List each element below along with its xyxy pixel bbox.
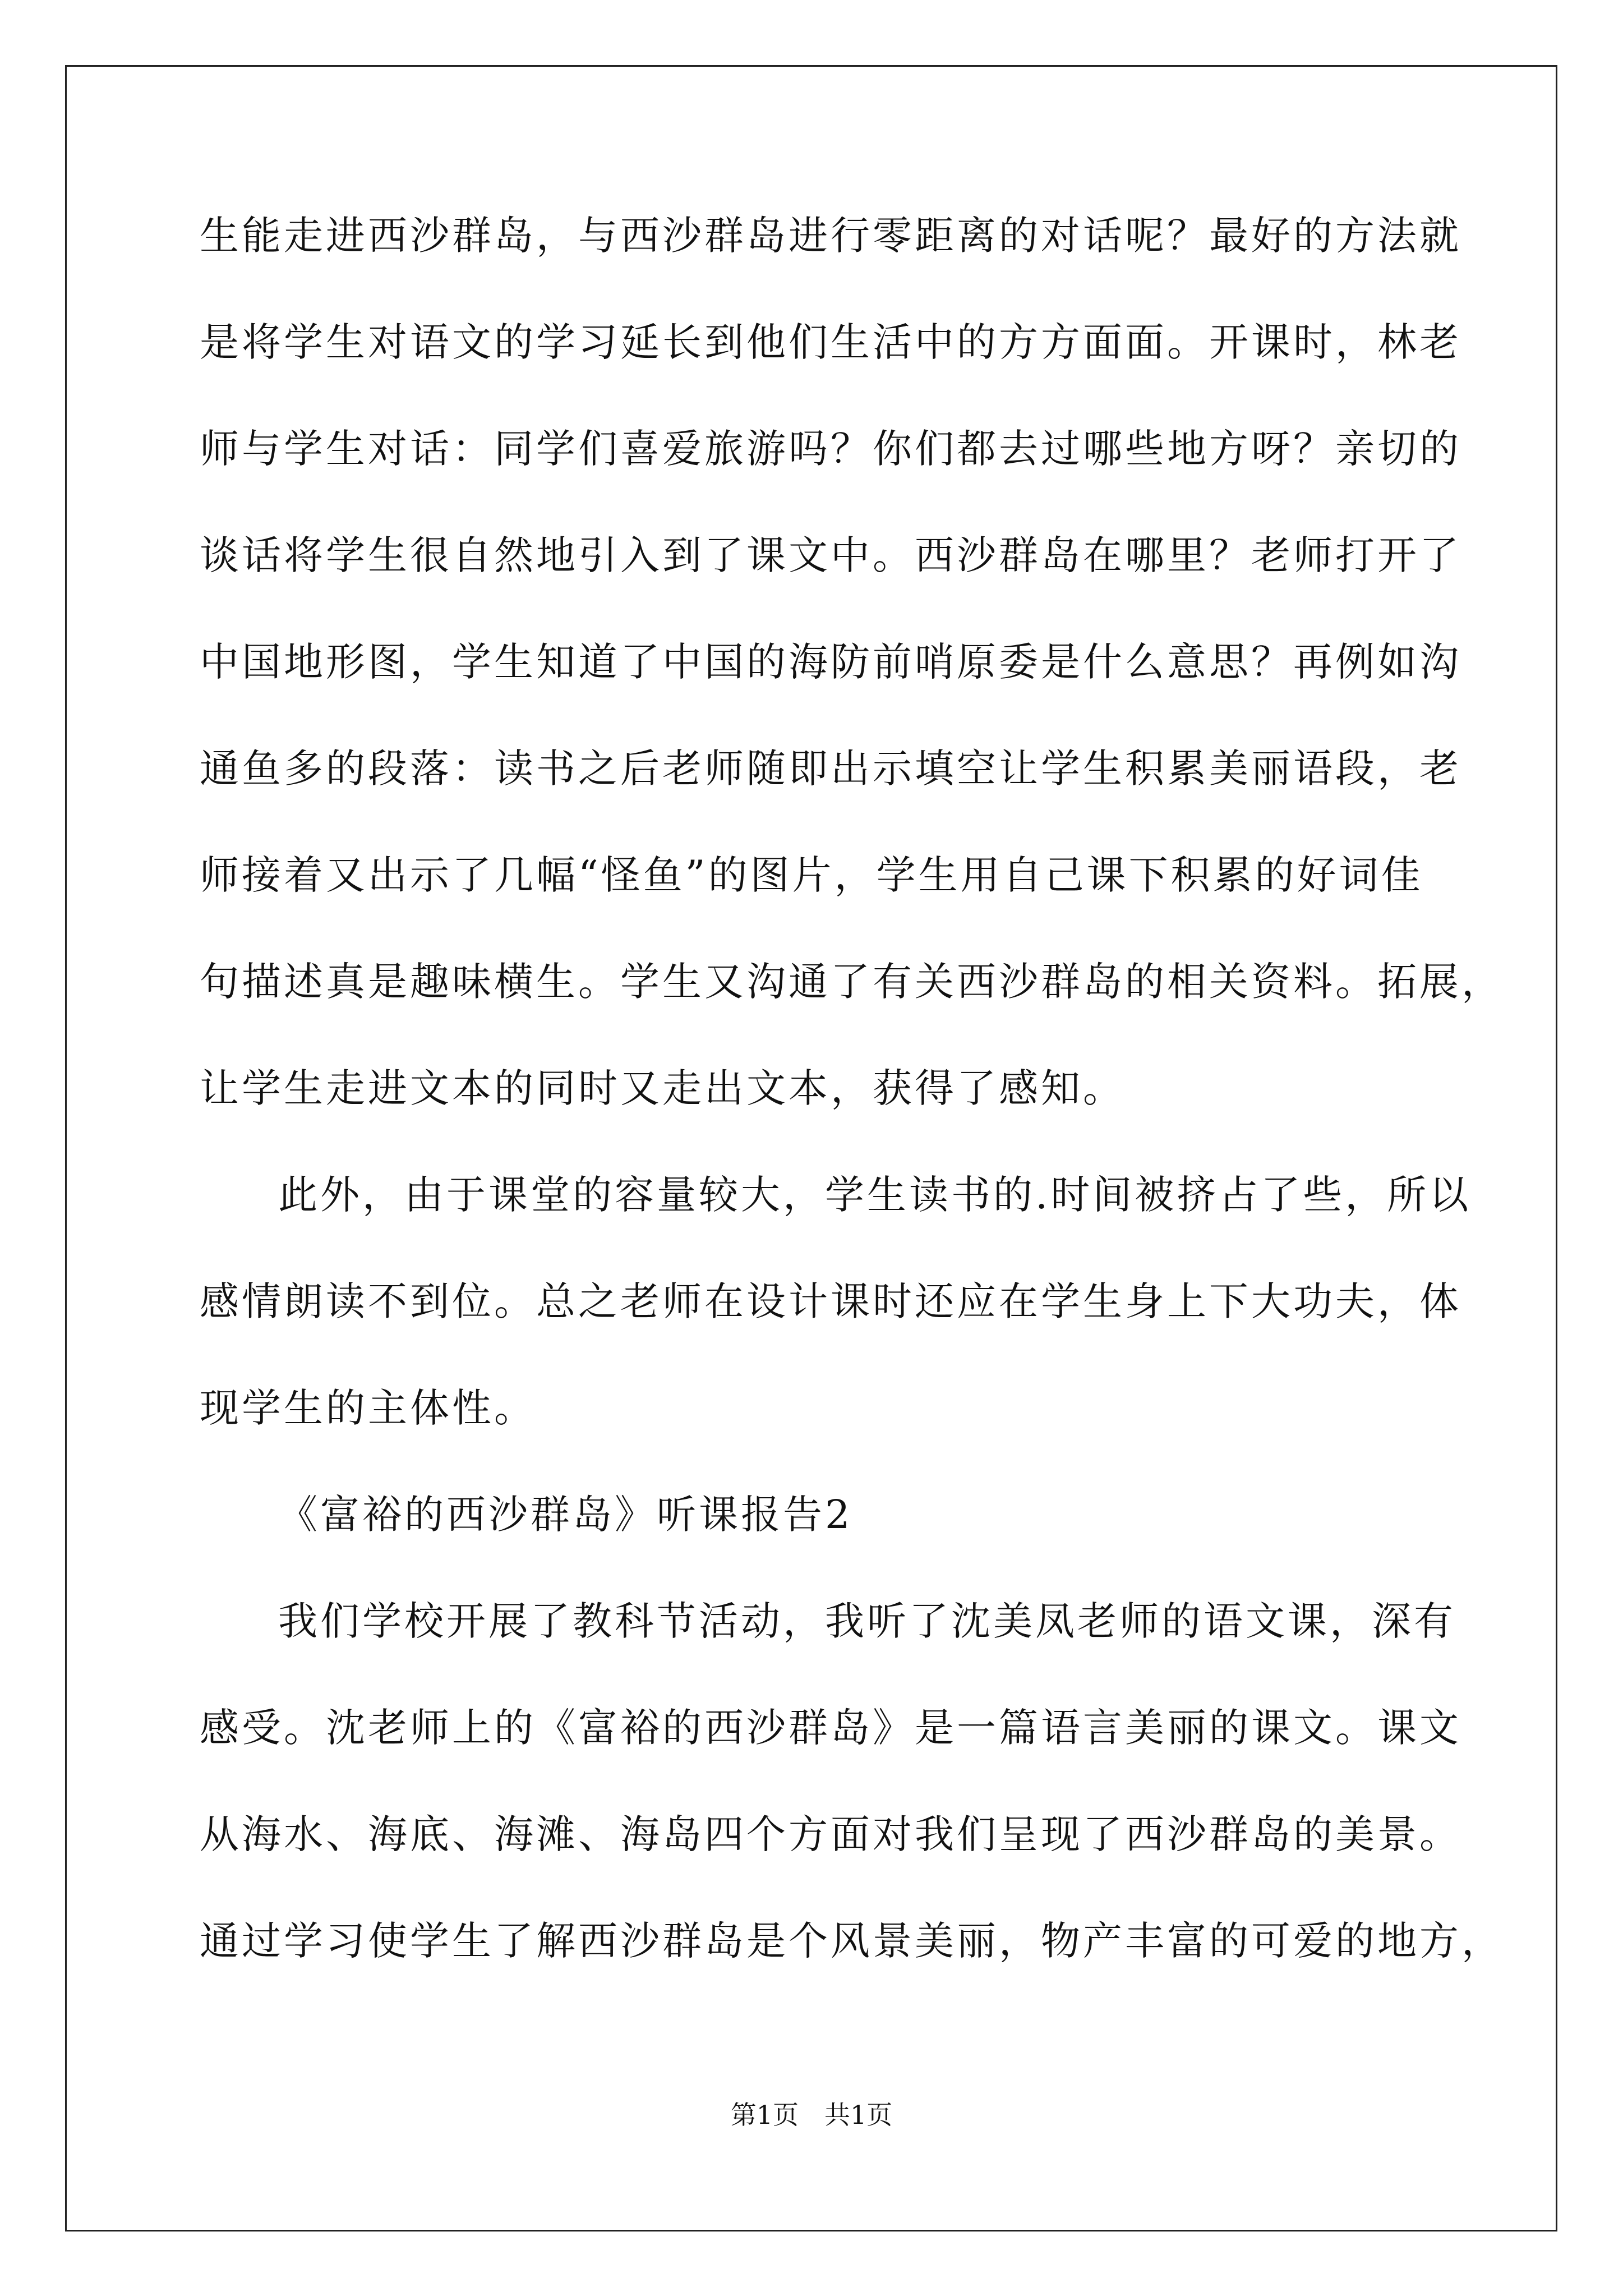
- paragraph-line: 现学生的主体性。: [200, 1385, 536, 1431]
- paragraph-line: 句描述真是趣味横生。学生又沟通了有关西沙群岛的相关资料。拓展，: [200, 959, 1504, 1005]
- paragraph-line: 此外，由于课堂的容量较大，学生读书的.时间被挤占了些，所以: [278, 1172, 1472, 1218]
- paragraph-line: 通过学习使学生了解西沙群岛是个风景美丽，物产丰富的可爱的地方，: [200, 1918, 1504, 1964]
- paragraph-line: 让学生走进文本的同时又走出文本，获得了感知。: [200, 1065, 1125, 1111]
- paragraph-line: 中国地形图，学生知道了中国的海防前哨原委是什么意思？再例如沟: [200, 639, 1461, 685]
- paragraph-line: 谈话将学生很自然地引入到了课文中。西沙群岛在哪里？老师打开了: [200, 532, 1461, 578]
- page-frame: [65, 65, 1557, 2231]
- paragraph-line: 师接着又出示了几幅“怪鱼”的图片，学生用自己课下积累的好词佳: [200, 852, 1423, 898]
- paragraph-line: 感受。沈老师上的《富裕的西沙群岛》是一篇语言美丽的课文。课文: [200, 1705, 1461, 1751]
- paragraph-line: 从海水、海底、海滩、海岛四个方面对我们呈现了西沙群岛的美景。: [200, 1811, 1461, 1857]
- paragraph-line: 是将学生对语文的学习延长到他们生活中的方方面面。开课时，林老: [200, 319, 1461, 365]
- paragraph-line: 感情朗读不到位。总之老师在设计课时还应在学生身上下大功夫，体: [200, 1278, 1461, 1324]
- paragraph-line: 师与学生对话：同学们喜爱旅游吗？你们都去过哪些地方呀？亲切的: [200, 426, 1461, 472]
- paragraph-line: 《富裕的西沙群岛》听课报告2: [278, 1492, 853, 1538]
- page-footer: 第1页 共1页: [730, 2100, 893, 2130]
- paragraph-line: 我们学校开展了教科节活动，我听了沈美凤老师的语文课，深有: [278, 1598, 1456, 1644]
- paragraph-line: 生能走进西沙群岛，与西沙群岛进行零距离的对话呢？最好的方法就: [200, 213, 1461, 259]
- paragraph-line: 通鱼多的段落：读书之后老师随即出示填空让学生积累美丽语段，老: [200, 746, 1461, 792]
